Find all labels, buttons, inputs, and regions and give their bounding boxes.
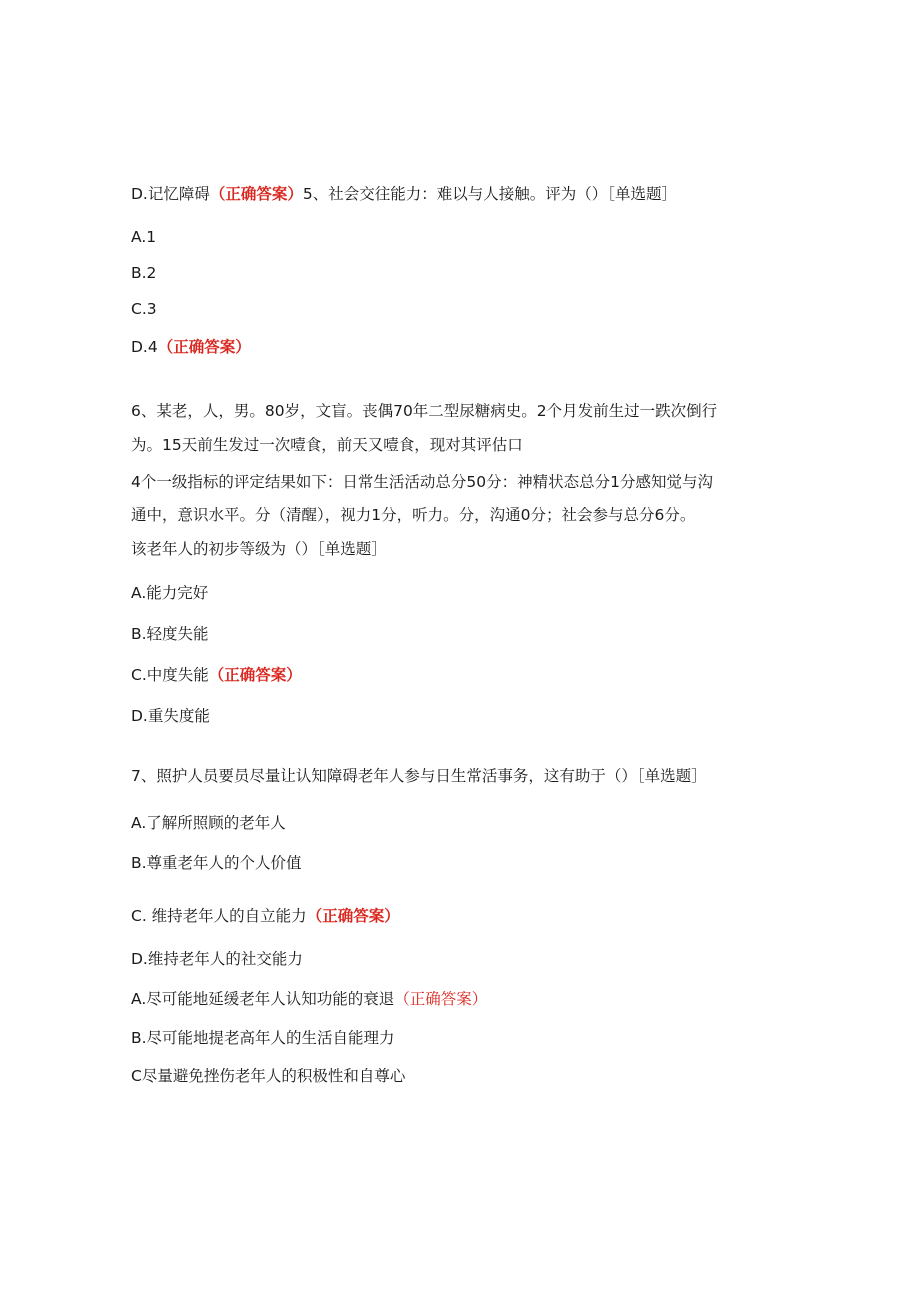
q6-option-d: D.重失度能 xyxy=(131,707,210,725)
correct-answer-tag: （正确答案） xyxy=(209,185,303,203)
q8-option-a-text: A.尽可能地延缓老年人认知功能的衰退 xyxy=(131,990,395,1008)
q5-option-c: C.3 xyxy=(131,300,157,318)
q8-option-b: B.尽可能地提老高年人的生活自能理力 xyxy=(131,1029,395,1047)
q7-option-c-text: C. 维持老年人的自立能力 xyxy=(131,907,307,925)
correct-answer-tag: （正确答案） xyxy=(306,907,400,925)
q7-option-a: A.了解所照顾的老年人 xyxy=(131,814,286,832)
q5-option-d-text: D.4 xyxy=(131,338,158,356)
q8-option-a xyxy=(131,989,487,1009)
correct-answer-tag: （正确答案） xyxy=(394,990,488,1008)
q6-stem-line-1: 6、某老，人，男。80岁，文盲。丧偶70年二型尿糖病史。2个月发前生过一跌次倒行 xyxy=(131,402,718,420)
q5-stem: 5、社会交往能力：难以与人接触。评为（）［单选题］ xyxy=(302,185,678,203)
q7-option-b: B.尊重老年人的个人价值 xyxy=(131,854,302,872)
q6-option-a: A.能力完好 xyxy=(131,584,209,602)
q5-prev-option: D.记忆障碍 xyxy=(131,185,210,203)
q6-option-b: B.轻度失能 xyxy=(131,625,209,643)
q6-stem-line-4: 通中，意识水平。分（清醒），视力1分，听力。分，沟通0分；社会参与总分6分。 xyxy=(131,506,696,524)
q5-option-b: B.2 xyxy=(131,264,157,282)
q7-option-c xyxy=(131,906,400,926)
q7-option-d: D.维持老年人的社交能力 xyxy=(131,950,303,968)
correct-answer-tag: （正确答案） xyxy=(157,338,251,356)
q8-option-c: C尽量避免挫伤老年人的积极性和自尊心 xyxy=(131,1067,406,1085)
q7-stem: 7、照护人员要员尽量让认知障碍老年人参与日生常活事务，这有助于（）［单选题］ xyxy=(131,767,707,785)
q6-stem-line-3: 4个一级指标的评定结果如下：日常生活活动总分50分：神精状态总分1分感知觉与沟 xyxy=(131,473,713,491)
q5-stem-line xyxy=(131,184,677,204)
q6-option-c-text: C.中度失能 xyxy=(131,666,209,684)
q5-option-d xyxy=(131,337,251,357)
q6-stem-line-5: 该老年人的初步等级为（）［单选题］ xyxy=(131,540,387,558)
q5-option-a: A.1 xyxy=(131,228,157,246)
q6-option-c xyxy=(131,665,302,685)
correct-answer-tag: （正确答案） xyxy=(208,666,302,684)
q6-stem-line-2: 为。15天前生发过一次噎食，前天又噎食，现对其评估口 xyxy=(131,436,523,454)
